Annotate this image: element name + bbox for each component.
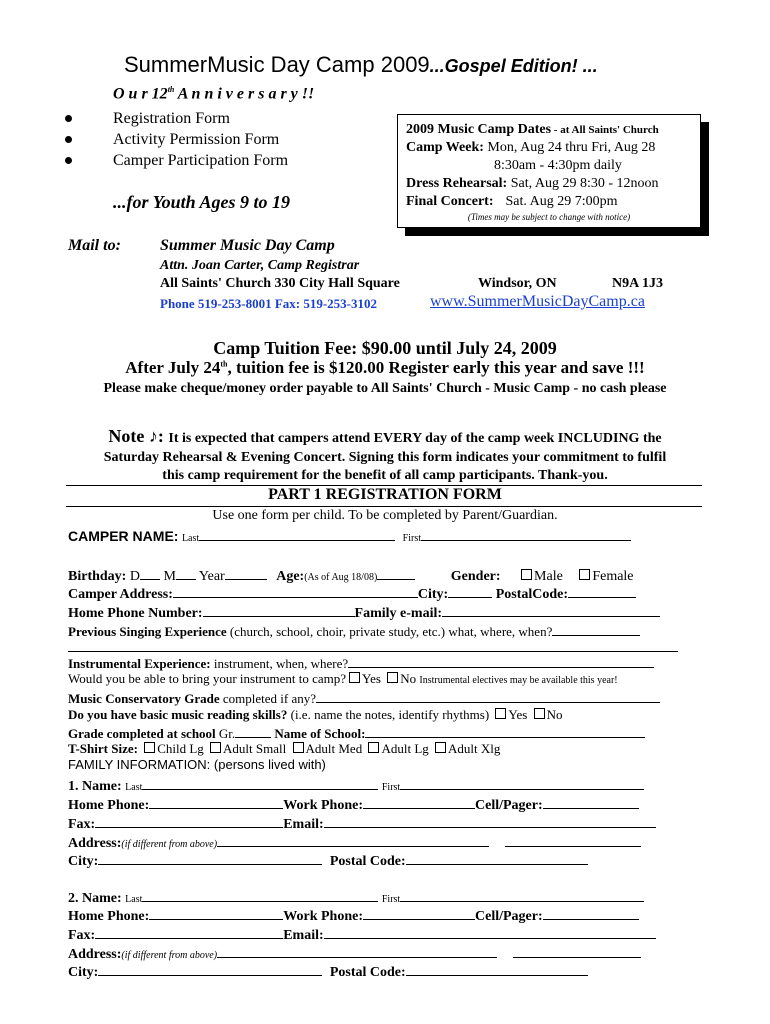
bullet-icon bbox=[65, 115, 72, 122]
family2-fax-field[interactable] bbox=[95, 925, 283, 939]
address-row: Camper Address: City: PostalCode: bbox=[68, 584, 636, 603]
bullet-icon bbox=[65, 157, 72, 164]
family1-fax-row: Fax: Email: bbox=[68, 814, 656, 833]
family2-name-row: 2. Name: Last First bbox=[68, 888, 644, 907]
bring-no-checkbox[interactable] bbox=[387, 672, 398, 683]
reading-yes-checkbox[interactable] bbox=[495, 708, 506, 719]
tshirt-adult-xlg-checkbox[interactable] bbox=[435, 742, 446, 753]
forms-list bbox=[113, 108, 288, 171]
final-concert: Final Concert: Sat. Aug 29 7:00pm bbox=[406, 194, 618, 209]
family2-address-field[interactable] bbox=[217, 944, 497, 958]
family1-cell-field[interactable] bbox=[543, 795, 639, 809]
conservatory-field[interactable] bbox=[316, 689, 660, 703]
tshirt-adult-med-checkbox[interactable] bbox=[293, 742, 304, 753]
note-line-2: Saturday Rehearsal & Evening Concert. Signing this form indicates your commitment to fulfil bbox=[103, 450, 667, 465]
family1-email-field[interactable] bbox=[324, 814, 656, 828]
camp-week-time: 8:30am - 4:30pm daily bbox=[494, 158, 622, 173]
mail-city: Windsor, ON bbox=[478, 276, 557, 291]
tuition-after: After July 24th, tuition fee is $120.00 Register early this year and save !!! bbox=[125, 358, 645, 377]
postal-code-field[interactable] bbox=[568, 584, 636, 598]
anniversary-line: O u r 12th A n n i v e r s a r y !! bbox=[113, 85, 315, 103]
family1-work-phone-field[interactable] bbox=[363, 795, 475, 809]
conservatory-row: Music Conservatory Grade completed if any? bbox=[68, 689, 660, 707]
tuition-fee: Camp Tuition Fee: $90.00 until July 24, 2009 bbox=[213, 338, 557, 358]
family2-city-row: City: Postal Code: bbox=[68, 962, 588, 981]
list-item: Registration Form bbox=[113, 108, 288, 129]
bullet-icon bbox=[65, 136, 72, 143]
mail-org: Summer Music Day Camp bbox=[160, 237, 335, 254]
family-info-heading: FAMILY INFORMATION: (persons lived with) bbox=[68, 757, 326, 772]
first-name-field[interactable] bbox=[421, 527, 631, 541]
birthday-row: Birthday: D M Year Age:(As of Aug 18/08) Gender: Male Female bbox=[68, 566, 634, 585]
family1-fax-field[interactable] bbox=[95, 814, 283, 828]
singing-field[interactable] bbox=[552, 622, 640, 636]
female-checkbox[interactable] bbox=[579, 569, 590, 580]
birth-month-field[interactable] bbox=[176, 566, 196, 580]
family2-cell-field[interactable] bbox=[543, 906, 639, 920]
family2-address-field-2[interactable] bbox=[513, 944, 641, 958]
family1-address-row: Address:(if different from above) bbox=[68, 833, 641, 852]
singing-row: Previous Singing Experience (church, school, choir, private study, etc.) what, where, when? bbox=[68, 622, 640, 640]
family2-phone-row: Home Phone: Work Phone: Cell/Pager: bbox=[68, 906, 639, 925]
ages-text: ...for Youth Ages 9 to 19 bbox=[113, 192, 291, 212]
camper-name-row: CAMPER NAME: Last First bbox=[68, 527, 631, 546]
dress-rehearsal: Dress Rehearsal: Sat, Aug 29 8:30 - 12noon bbox=[406, 176, 659, 191]
birth-day-field[interactable] bbox=[140, 566, 160, 580]
singing-field-line[interactable] bbox=[68, 651, 678, 652]
family2-fax-row: Fax: Email: bbox=[68, 925, 656, 944]
home-phone-row: Home Phone Number: Family e-mail: bbox=[68, 603, 660, 622]
birth-year-field[interactable] bbox=[225, 566, 267, 580]
family2-city-field[interactable] bbox=[98, 962, 322, 976]
family1-last-name-field[interactable] bbox=[142, 776, 378, 790]
instrumental-row: Instrumental Experience: instrument, when, where? bbox=[68, 654, 654, 672]
camp-week: Camp Week: Mon, Aug 24 thru Fri, Aug 28 bbox=[406, 140, 656, 155]
cheque-note: Please make cheque/money order payable to All Saints' Church - Music Camp - no cash please bbox=[103, 381, 667, 396]
dates-note: (Times may be subject to change with notice) bbox=[467, 212, 631, 222]
bring-instrument-row: Would you be able to bring your instrument to camp? Yes No Instrumental electives may be available this year! bbox=[68, 671, 618, 686]
note-line-1: Note ♪: It is expected that campers attend EVERY day of the camp week INCLUDING the bbox=[108, 426, 662, 446]
list-item: Camper Participation Form bbox=[113, 150, 288, 171]
family1-address-field-2[interactable] bbox=[505, 833, 641, 847]
divider bbox=[66, 506, 702, 507]
part1-subtitle: Use one form per child. To be completed by Parent/Guardian. bbox=[212, 508, 558, 523]
mail-address: All Saints' Church 330 City Hall Square bbox=[160, 276, 400, 291]
family2-email-field[interactable] bbox=[324, 925, 656, 939]
tshirt-adult-small-checkbox[interactable] bbox=[210, 742, 221, 753]
last-name-field[interactable] bbox=[199, 527, 395, 541]
page-title bbox=[124, 52, 598, 78]
mail-phone: Phone 519-253-8001 Fax: 519-253-3102 bbox=[160, 296, 378, 311]
family2-first-name-field[interactable] bbox=[400, 888, 644, 902]
note-line-3: this camp requirement for the benefit of all camp participants. Thank-you. bbox=[162, 468, 608, 483]
mail-postal: N9A 1J3 bbox=[612, 276, 663, 291]
school-field[interactable] bbox=[365, 724, 645, 738]
instrumental-field[interactable] bbox=[348, 654, 654, 668]
male-checkbox[interactable] bbox=[521, 569, 532, 580]
title-edition: ...Gospel Edition! ... bbox=[429, 56, 598, 76]
family2-last-name-field[interactable] bbox=[142, 888, 378, 902]
family1-home-phone-field[interactable] bbox=[149, 795, 283, 809]
home-phone-field[interactable] bbox=[203, 603, 355, 617]
family1-name-row: 1. Name: Last First bbox=[68, 776, 644, 795]
grade-field[interactable] bbox=[235, 724, 271, 738]
dates-box bbox=[397, 114, 701, 228]
tshirt-row: T-Shirt Size: Child Lg Adult Small Adult Med Adult Lg Adult Xlg bbox=[68, 741, 501, 756]
family2-postal-field[interactable] bbox=[406, 962, 588, 976]
family1-address-field[interactable] bbox=[217, 833, 489, 847]
part1-title: PART 1 REGISTRATION FORM bbox=[268, 486, 502, 503]
family1-first-name-field[interactable] bbox=[400, 776, 644, 790]
family1-phone-row: Home Phone: Work Phone: Cell/Pager: bbox=[68, 795, 639, 814]
city-field[interactable] bbox=[448, 584, 492, 598]
family1-city-field[interactable] bbox=[98, 851, 322, 865]
reading-row: Do you have basic music reading skills? (i.e. name the notes, identify rhythms) Yes No bbox=[68, 707, 563, 722]
family2-home-phone-field[interactable] bbox=[149, 906, 283, 920]
tshirt-adult-lg-checkbox[interactable] bbox=[368, 742, 379, 753]
tshirt-child-lg-checkbox[interactable] bbox=[144, 742, 155, 753]
camper-address-field[interactable] bbox=[173, 584, 418, 598]
bring-yes-checkbox[interactable] bbox=[349, 672, 360, 683]
dates-heading: 2009 Music Camp Dates - at All Saints' Church bbox=[406, 122, 659, 137]
website-link[interactable]: www.SummerMusicDayCamp.ca bbox=[430, 293, 645, 310]
list-item: Activity Permission Form bbox=[113, 129, 288, 150]
family1-postal-field[interactable] bbox=[406, 851, 588, 865]
family2-work-phone-field[interactable] bbox=[363, 906, 475, 920]
mail-label: Mail to: bbox=[68, 237, 121, 254]
family1-city-row: City: Postal Code: bbox=[68, 851, 588, 870]
grade-row: Grade completed at school Gr. Name of School: bbox=[68, 724, 645, 742]
family2-address-row: Address:(if different from above) bbox=[68, 944, 641, 963]
title-main: SummerMusic Day Camp 2009 bbox=[124, 52, 430, 77]
mail-attn: Attn. Joan Carter, Camp Registrar bbox=[160, 258, 360, 273]
reading-no-checkbox[interactable] bbox=[534, 708, 545, 719]
age-field[interactable] bbox=[377, 566, 415, 580]
family-email-field[interactable] bbox=[442, 603, 660, 617]
